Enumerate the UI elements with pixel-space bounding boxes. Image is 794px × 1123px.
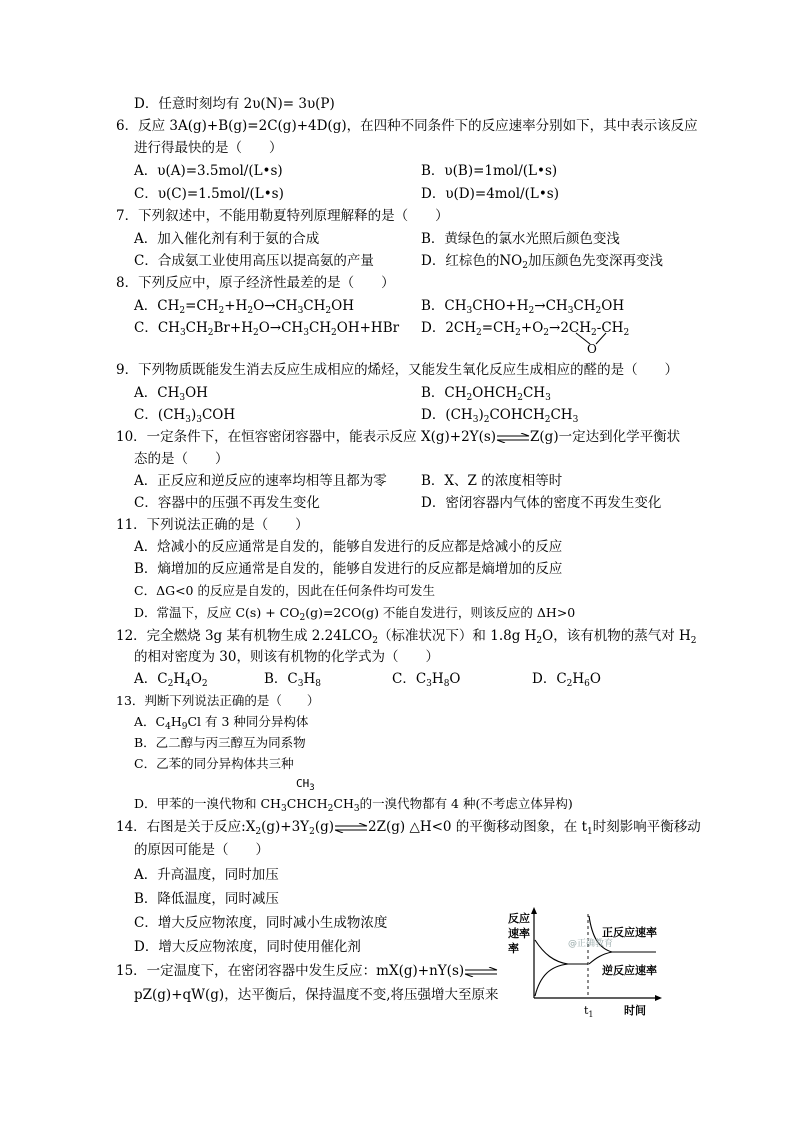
q14-stem-cont: 的原因可能是（ ）	[134, 842, 269, 858]
q11-stem: 11．下列说法正确的是（ ）	[116, 517, 309, 533]
q10-option-b: B．X、Z 的浓度相等时	[421, 473, 563, 489]
q9-option-c: C．$(CH_3)_3COH$	[134, 407, 236, 425]
q13-option-b: B．乙二醇与丙三醇互为同系物	[134, 735, 306, 750]
q8-option-b: B．$CH_3CHO+H_2\to CH_3CH_2OH$	[421, 298, 625, 316]
q15-stem-cont: pZ(g)+qW(g)，达平衡后，保持温度不变,将压强增大至原来	[134, 987, 499, 1003]
q8-option-c: C．$CH_3CH_2Br+H_2O\to CH_3CH_2OH+HBr$	[134, 320, 400, 338]
epoxide-bond-diagram	[572, 331, 612, 355]
q14-option-c: C．增大反应物浓度，同时减小生成物浓度	[134, 915, 388, 931]
q12-option-d: D．$C_2H_6O$	[532, 671, 601, 689]
q10-stem: 10．一定条件下，在恒容密闭容器中，能表示反应 X(g)+2Y(s) Z(g)一定达到化学平衡状	[116, 429, 681, 445]
t1-label: $t_1$	[584, 1004, 594, 1019]
q7-stem: 7．下列叙述中，不能用勒夏特列原理解释的是（ ）	[116, 208, 449, 224]
q7-option-a: A．加入催化剂有利于氨的合成	[134, 231, 320, 247]
q13-option-d: D．甲苯的一溴代物和 $CH_3CHCH_2CH_3$的一溴代物都有 4 种(不考虑立体异构)	[134, 796, 573, 814]
q13-methyl-branch: $CH_3$	[296, 777, 315, 793]
equilibrium-arrow-icon	[496, 433, 530, 443]
forward-rate-label: 正反应速率	[602, 926, 657, 939]
q9-stem: 9．下列物质既能发生消去反应生成相应的烯烃，又能发生氧化反应生成相应的醛的是（ ）	[116, 362, 679, 378]
q13-stem: 13．判断下列说法正确的是（ ）	[116, 693, 320, 708]
q6-option-a: A．υ(A)=3.5mol/(L•s)	[134, 163, 283, 179]
q12-option-a: A．$C_2H_4O_2$	[134, 671, 208, 689]
graph-ylabel-line1: 反应	[508, 912, 530, 925]
q7-option-c: C．合成氨工业使用高压以提高氨的产量	[134, 253, 374, 269]
q11-option-b: B．熵增加的反应通常是自发的，能够自发进行的反应都是熵增加的反应	[134, 561, 563, 577]
graph-xlabel: 时间	[624, 1004, 646, 1017]
equilibrium-arrow-icon	[464, 967, 498, 977]
q14-option-b: B．降低温度，同时减压	[134, 891, 279, 907]
q12-stem: 12．完全燃烧 3g 某有机物生成 $2.24LCO_2$（标准状况下）和 1.8g $H_2O$，该有机物的蒸气对 $H_2$	[116, 628, 697, 646]
watermark: @正确教育	[568, 939, 614, 949]
x-axis-arrow-icon	[655, 995, 662, 1001]
reverse-rate-label: 逆反应速率	[602, 964, 657, 977]
q13-option-c: C．乙苯的同分异构体共三种	[134, 756, 294, 771]
q14-option-a: A．升高温度，同时加压	[134, 867, 279, 883]
reverse-rate-curve-before	[535, 964, 568, 996]
graph-ylabel-line2: 速率	[508, 927, 530, 940]
q8-stem: 8．下列反应中，原子经济性最差的是（ ）	[116, 275, 395, 291]
q6-option-b: B．υ(B)=1mol/(L•s)	[421, 163, 558, 179]
q7-option-d: D．红棕色的$NO_2$加压颜色先变深再变浅	[421, 253, 663, 271]
q8-option-d: D．$2CH_2=CH_2+O_2\to 2CH_2-CH_2$	[421, 320, 630, 338]
q12-stem-cont: 的相对密度为 30，则该有机物的化学式为（ ）	[134, 649, 439, 665]
q14-option-d: D．增大反应物浓度，同时使用催化剂	[134, 939, 361, 955]
q12-option-b: B．$C_3H_8$	[264, 671, 321, 689]
q10-stem-cont: 态的是（ ）	[134, 451, 229, 467]
q11-option-a: A．焓减小的反应通常是自发的，能够自发进行的反应都是焓减小的反应	[134, 539, 563, 555]
q6-option-d: D．υ(D)=4mol/(L•s)	[421, 186, 559, 202]
q12-option-c: C．$C_3H_8O$	[392, 671, 461, 689]
svg-text:O: O	[587, 342, 597, 355]
y-axis-arrow-icon	[531, 907, 537, 914]
q5-option-d: D．任意时刻均有 2υ(N)= 3υ(P)	[134, 96, 335, 112]
q6-option-c: C．υ(C)=1.5mol/(L•s)	[134, 186, 284, 202]
q15-stem: 15．一定温度下，在密闭容器中发生反应：mX(g)+nY(s)	[116, 962, 498, 980]
q14-stem: 14．右图是关于反应$:X_2(g)+3Y_2(g)$ 2Z(g) △H<0 的平衡移动图象，在 $t_1$时刻影响平衡移动	[116, 819, 701, 837]
reverse-rate-curve-after	[589, 952, 612, 964]
q11-option-c: C．ΔG<0 的反应是自发的，因此在任何条件均可发生	[134, 583, 435, 598]
q9-option-d: D．$(CH_3)_2COHCH_2CH_3$	[421, 407, 579, 425]
q10-option-a: A．正反应和逆反应的速率均相等且都为零	[134, 473, 387, 489]
q10-option-d: D．密闭容器内气体的密度不再发生变化	[421, 495, 662, 511]
q11-option-d: D．常温下，反应 $C(s) + CO_2(g)=2CO(g)$ 不能自发进行，则该反应的 ΔH>0	[134, 605, 576, 623]
q6-stem-cont: 进行得最快的是（ ）	[134, 140, 283, 156]
q13-option-a: A．$C_4H_9Cl$ 有 3 种同分异构体	[134, 714, 309, 732]
q10-option-c: C．容器中的压强不再发生变化	[134, 495, 320, 511]
q6-stem: 6．反应 3A(g)+B(g)=2C(g)+4D(g)，在四种不同条件下的反应速率分别如下，其中表示该反应	[116, 118, 698, 134]
q9-option-b: B．$CH_2OHCH_2CH_3$	[421, 385, 551, 403]
q8-option-a: A．$CH_2=CH_2+H_2O\to CH_3CH_2OH$	[134, 298, 354, 316]
rate-time-graph	[506, 906, 666, 1024]
equilibrium-arrow-icon	[334, 823, 368, 833]
graph-ylabel-line3: 率	[508, 942, 519, 955]
q7-option-b: B．黄绿色的氯水光照后颜色变浅	[421, 231, 620, 247]
q9-option-a: A．$CH_3OH$	[134, 385, 208, 403]
